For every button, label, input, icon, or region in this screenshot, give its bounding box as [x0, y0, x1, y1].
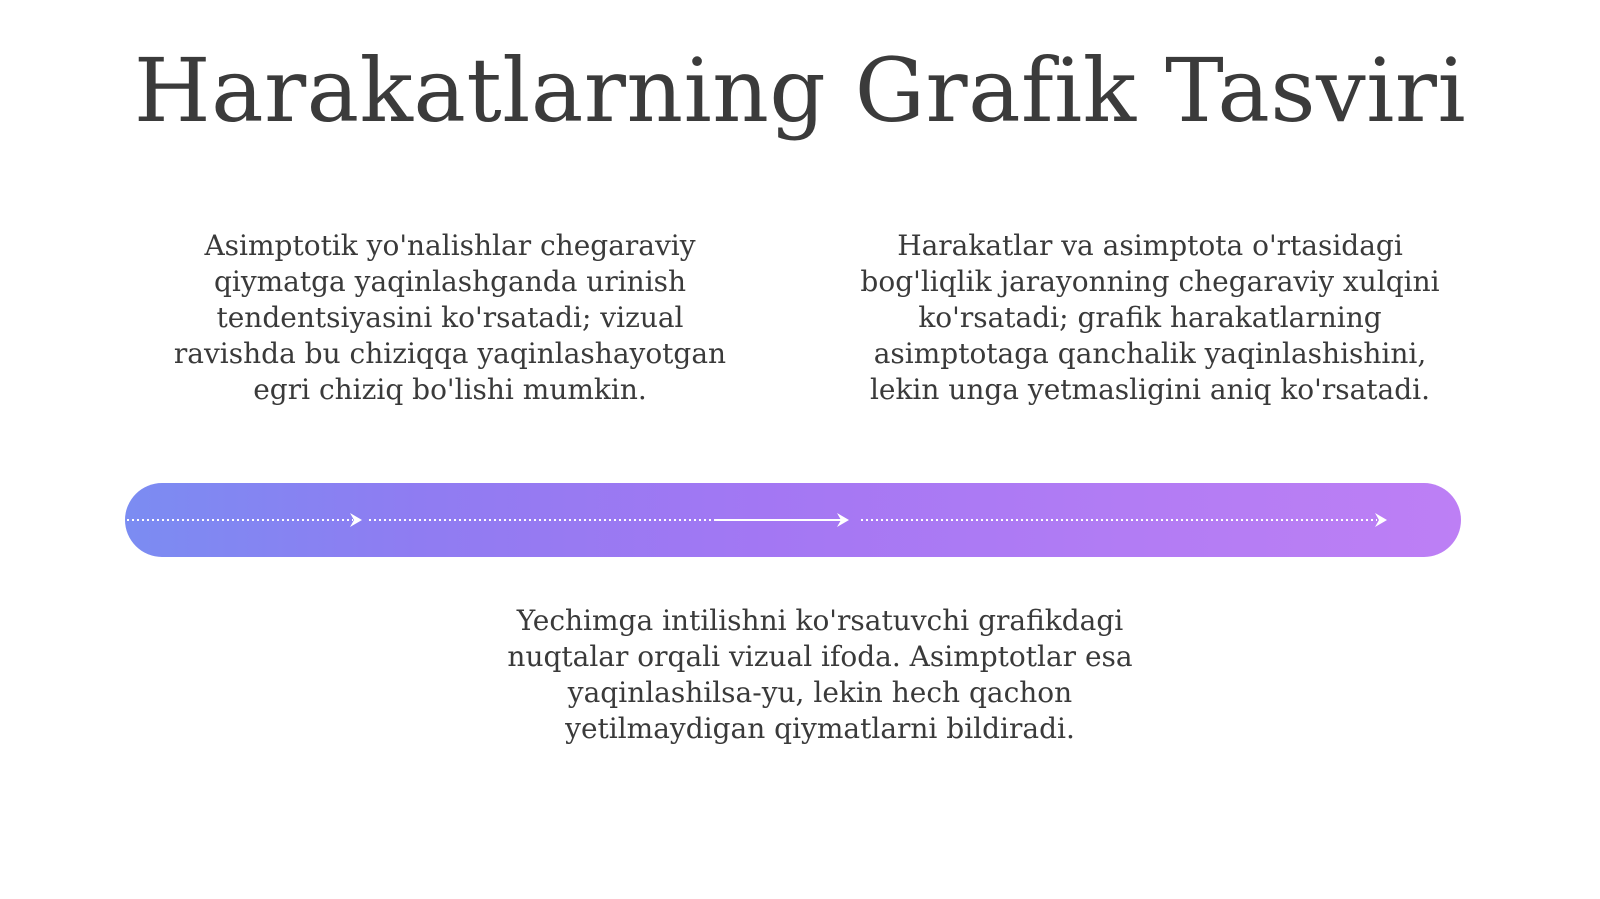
text-block-left: Asimptotik yo'nalishlar chegaraviy qiymatga yaqinlashganda urinish tendentsiyasini ko'rsatadi; vizual ravishda bu chiziqqa yaqinlashayotgan egri chiziq bo'lishi mumkin.	[173, 229, 727, 406]
arrow-right-icon	[350, 513, 362, 527]
timeline-bar	[125, 483, 1461, 557]
timeline-arrows	[125, 483, 1461, 557]
text-block-right: Harakatlar va asimptota o'rtasidagi bog'liqlik jarayonning chegaraviy xulqini ko'rsatadi; grafik harakatlarning asimptotaga qanchalik yaqinlashishini, lekin unga yetmasligini aniq ko'rsatadi.	[860, 229, 1440, 406]
text-block-bottom: Yechimga intilishni ko'rsatuvchi grafikdagi nuqtalar orqali vizual ifoda. Asimptotlar esa yaqinlashilsa-yu, lekin hech qachon yetilmaydigan qiymatlarni bildiradi.	[507, 604, 1133, 745]
slide-title: Harakatlarning Grafik Tasviri	[133, 39, 1467, 142]
